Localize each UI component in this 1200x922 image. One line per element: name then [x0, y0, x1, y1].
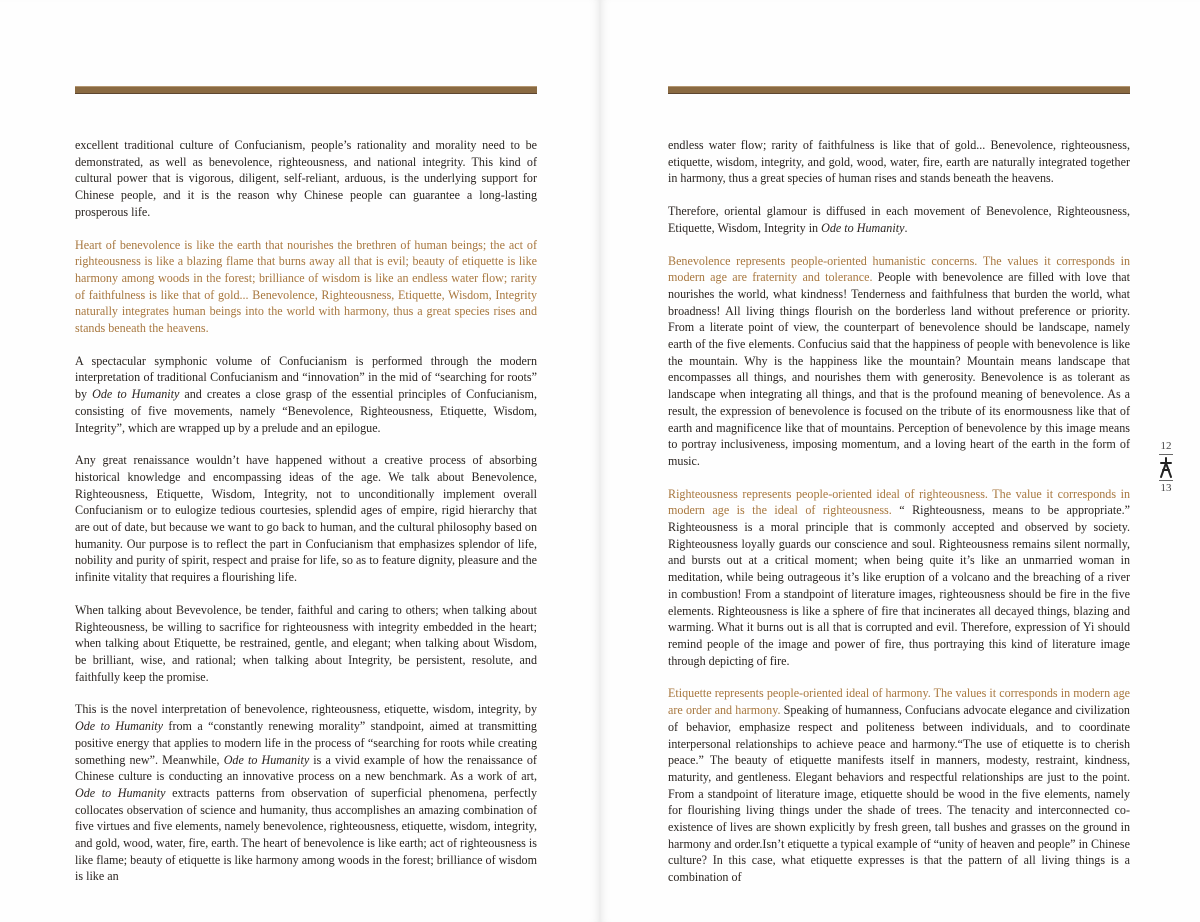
- right-page: [600, 0, 1200, 922]
- paragraph: excellent traditional culture of Confucianism, people’s rationality and morality need to be demonstrated, as well as benevolence, righteousness, and national integrity. This kind of cultural power that is vigorous, diligent, self-reliant, arduous, is the underlying support for Chinese people, and it is the reason why Chinese people can guarantee a long-lasting prosperous life.: [75, 138, 537, 219]
- page-number-divider: [1159, 480, 1173, 481]
- paragraph: This is the novel interpretation of benevolence, righteousness, etiquette, wisdom, integrity, by Ode to Humanity from a “constantly renewing morality” standpoint, aimed at transmitting positive energy that applies to modern life in the process of “searching for roots while creating something new”. Meanwhile, Ode to Humanity is a vivid example of how the renaissance of Chinese culture is conducting an innovative process on a new benchmark. As a work of art, Ode to Humanity extracts patterns from observation of superficial phenomena, perfectly collocates observation of science and humanity, thus accomplishes an amazing combination of five virtues and five elements, namely benevolence, righteousness, etiquette, wisdom, integrity, and gold, wood, water, fire, earth. The heart of benevolence is like earth; act of righteousness is like flame; beauty of etiquette is like harmony among woods in the forest; brilliance of wisdom is like an: [75, 702, 537, 884]
- work-title: Ode to Humanity: [75, 719, 164, 734]
- page-number-divider: [1159, 454, 1173, 455]
- page-number-right: 13: [1160, 482, 1172, 494]
- header-rule: [668, 86, 1130, 94]
- work-title: Ode to Humanity: [223, 752, 310, 767]
- paragraph-benevolence: [668, 253, 1130, 470]
- page-number-marker: [1156, 440, 1176, 495]
- section-lead-benevolence: Benevolence represents people-oriented humanistic concerns. The values it corresponds in modern age are fraternity and tolerance.: [668, 253, 1130, 285]
- paragraph: Any great renaissance wouldn’t have happened without a creative process of absorbing historical knowledge and encompassing ideas of the age. We talk about Benevolence, Righteousness, Etiquette, Wisdom, Integrity, not to unconditionally implement overall Confucianism or to eulogize tedious courtesies, splendid ages of empire, rigid hierarchy that are out of date, but because we want to go back to human, and the cultural philosophy based on humanity. Our purpose is to reflect the part in Confucianism that emphasizes splendor of life, nobility and purity of spirit, respect and praise for life, so as to feature dignity, pleasure and the infinite vitality that requires a flourishing life.: [75, 453, 537, 585]
- paragraph-righteousness: [668, 486, 1130, 670]
- section-lead-righteousness: Righteousness represents people-oriented ideal of righteousness. The value it corresponds in modern age is the ideal of righteousness.: [668, 486, 1130, 518]
- highlighted-paragraph: Heart of benevolence is like the earth that nourishes the brethren of human beings; the act of righteousness is like a blazing flame that burns away all that is evil; beauty of etiquette is like harmony among woods in the forest; brilliance of wisdom is like an endless water flow; rarity of faithfulness is like that of gold... Benevolence, Righteousness, Etiquette, Wisdom, Integrity naturally integrates human beings into the world with harmony, thus a great species rises and stands beneath the heavens.: [75, 237, 537, 336]
- section-lead-etiquette: Etiquette represents people-oriented ideal of harmony. The values it corresponds in modern age are order and harmony.: [668, 686, 1130, 718]
- human-figure-icon: [1158, 457, 1174, 479]
- section-body-etiquette: Speaking of humanness, Confucians advocate elegance and civilization of behavior, emphasize respect and politeness between individuals, and to coordinate interpersonal relationships to achieve peace and harmony.“The use of etiquette is to cherish peace.” The beauty of etiquette manifests itself in manners, modesty, restraint, kindness, maturity, and gentleness. Elegant behaviors and respectful relationships are just to the point. From a standpoint of literature image, etiquette should be wood in the five elements, namely for flourishing living things under the shade of trees. The tenacity and interconnected co-existence of lives are shown explicitly by fresh green, tall bushes and grasses on the ground in harmony and order.Isn’t etiquette a typical example of “unity of heaven and people” in Chinese culture? In this case, what etiquette expresses is that the pattern of all living things is a combination of: [668, 703, 1130, 885]
- work-title: Ode to Humanity: [92, 387, 180, 402]
- paragraph: A spectacular symphonic volume of Confucianism is performed through the modern interpretation of traditional Confucianism and “innovation” in the mid of “searching for roots” by Ode to Humanity and creates a close grasp of the essential principles of Confucianism, consisting of five movements, namely “Benevolence, Righteousness, Etiquette, Wisdom, Integrity”, which are wrapped up by a prelude and an epilogue.: [75, 353, 537, 435]
- paragraph-etiquette: [668, 685, 1130, 885]
- work-title: Ode to Humanity: [821, 220, 905, 235]
- section-body-benevolence: People with benevolence are filled with love that nourishes the world, what kindness! Tenderness and faithfulness that burden the world, what broadness! All living things flourish on the borderless land without preference or priority. From a literate point of view, the counterpart of benevolence should be landscape, namely earth of the five elements. Confucius said that the happiness of people with benevolence is like the mountain. Why is the happiness like the mountain? Mountain means landscape that encompasses all things, and nourishes them with generosity. Benevolence is as tolerant as landscape when integrating all things, and that is the profound meaning of benevolence. As a result, the expression of benevolence is focused on the tribute of its enormousness like that of earth and magnificence like that of mountains. Perception of benevolence by this image means to portray inclusiveness, imposing momentum, and a loving heart of the earth in the form of music.: [668, 270, 1130, 468]
- left-text-column: [75, 137, 537, 901]
- right-text-column: [668, 137, 1130, 902]
- paragraph: endless water flow; rarity of faithfulness is like that of gold... Benevolence, righteousness, etiquette, wisdom, integrity, and gold, wood, water, fire, earth are naturally integrated together in harmony, thus a great species of human rises and stands beneath the heavens.: [668, 138, 1130, 186]
- header-rule: [75, 86, 537, 94]
- work-title: Ode to Humanity: [75, 785, 166, 800]
- page-number-left: 12: [1160, 440, 1172, 452]
- paragraph: When talking about Bevevolence, be tender, faithful and caring to others; when talking about Righteousness, be willing to sacrifice for righteousness with integrity embedded in the heart; when talking about Etiquette, be restrained, gentle, and elegant; when talking about Wisdom, be brilliant, wise, and rational; when talking about Integrity, be persistent, resolute, and faithfully keep the promise.: [75, 602, 537, 684]
- paragraph: Therefore, oriental glamour is diffused in each movement of Benevolence, Righteousness, Etiquette, Wisdom, Integrity in Ode to Humanity.: [668, 204, 1130, 235]
- section-body-righteousness: “ Righteousness, means to be appropriate.” Righteousness is a moral principle that is commonly accepted and observed by society. Righteousness loyally guards our conscience and soul. Righteousness remains silent normally, and bursts out at a critical moment; when being quite it’s like an unmarried woman in meditation, while being outrageous it’s like eruption of a volcano and the breaching of a river in combustion! From a standpoint of literature images, righteousness should be fire in the five elements. Righteousness is like a sphere of fire that incinerates all decayed things, blazing and warming. What it burns out is all that is corrupted and evil. Therefore, expression of Yi should remind people of the image and power of fire, thus portraying this kind of literature image through depicting of fire.: [668, 503, 1130, 668]
